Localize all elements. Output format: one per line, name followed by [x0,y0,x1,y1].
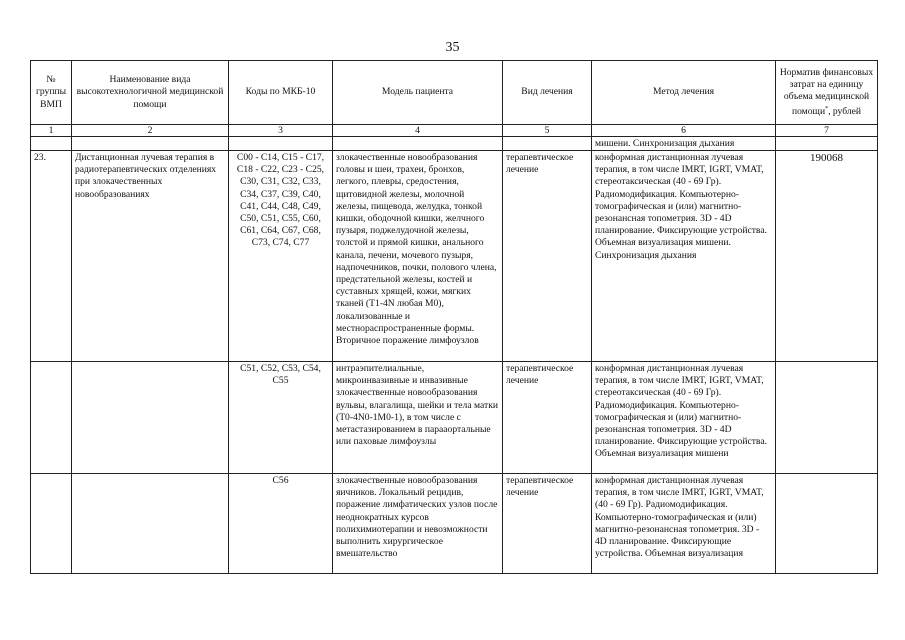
row-model: злокачественные новообразования головы и шеи, трахеи, бронхов, легкого, плевры, средостения, щитовидной железы, молочной железы, пищевода, желудка, тонкой кишки, ободочной кишки, желчного пузыря, поджелудочной железы, толстой и прямой кишки, анального канала, печени, мочевого пузыря, надпочечников, почки, полового члена, предстательной железы, костей и суставных хрящей, кожи, мягких тканей (T1-4N любая M0), локализованные и местнораспространенные формы. Вторичное поражение лимфоузлов [333,151,503,362]
row-method: конформная дистанционная лучевая терапия, в том числе IMRT, IGRT, VMAT, стереотаксическая (40 - 69 Гр). Радиомодификация. Компьютерно-томографическая и (или) магнитно-резонансная топометрия. 3D - 4D планирование. Фиксирующие устройства. Объемная визуализация мишени. Синхронизация дыхания [592,151,776,362]
row-method: конформная дистанционная лучевая терапия, в том числе IMRT, IGRT, VMAT, стереотаксическая (40 - 69 Гр). Радиомодификация. Компьютерно-томографическая и (или) магнитно-резонансная топометрия. 3D - 4D планирование. Фиксирующие устройства. Объемная визуализация мишени [592,362,776,474]
index-cell: 1 [31,125,72,137]
row-cost: 190068 [776,151,878,362]
row-cost [776,474,878,574]
header-cost [776,61,878,125]
row-name: Дистанционная лучевая терапия в радиотерапевтических отделениях при злокачественных новообразованиях [72,151,229,362]
row-type: терапевтическое лечение [503,362,592,474]
carry-over-row [31,137,878,151]
header-cost-footnote-mark: * [825,106,829,113]
carry-over-method: мишени. Синхронизация дыхания [592,137,776,151]
row-model: злокачественные новообразования яичников. Локальный рецидив, поражение лимфатических узлов после неоднократных курсов полихимиотерапии и невозможности выполнить хирургическое вмешательство [333,474,503,574]
header-codes: Коды по МКБ-10 [229,61,333,125]
header-row [31,61,878,125]
header-method: Метод лечения [592,61,776,125]
index-cell: 3 [229,125,333,137]
row-type: терапевтическое лечение [503,474,592,574]
header-type: Вид лечения [503,61,592,125]
row-name [72,474,229,574]
header-name: Наименование вида высокотехнологичной медицинской помощи [72,61,229,125]
index-cell: 6 [592,125,776,137]
index-cell: 2 [72,125,229,137]
row-group [31,474,72,574]
header-cost-text: Норматив финансовых затрат на единицу объема медицинской помощи [779,66,874,118]
index-cell: 4 [333,125,503,137]
table-row [31,474,878,574]
table-row [31,362,878,474]
row-codes: C56 [229,474,333,574]
row-type: терапевтическое лечение [503,151,592,362]
header-group: № группы ВМП [31,61,72,125]
index-row [31,125,878,137]
row-codes: C00 - C14, C15 - C17, C18 - C22, C23 - C25, C30, C31, C32, C33, C34, C37, C39, C40, C41, C44, C48, C49, C50, C51, C55, C60, C61, C64, C67, C68, C73, C74, C77 [229,151,333,362]
row-method: конформная дистанционная лучевая терапия, в том числе IMRT, IGRT, VMAT, (40 - 69 Гр). Радиомодификация. Компьютерно-томографическая и (или) магнитно-резонансная топометрия. 3D - 4D планирование. Фиксирующие устройства. Объемная визуализация [592,474,776,574]
header-cost-unit: , рублей [828,106,862,118]
row-codes: C51, C52, C53, C54, C55 [229,362,333,474]
row-group [31,362,72,474]
index-cell: 7 [776,125,878,137]
table-row [31,151,878,362]
index-cell: 5 [503,125,592,137]
row-cost [776,362,878,474]
header-model: Модель пациента [333,61,503,125]
row-name [72,362,229,474]
vmp-table [30,60,878,574]
page-number: 35 [445,40,460,55]
row-group: 23. [31,151,72,362]
row-model: интраэпителиальные, микроинвазивные и инвазивные злокачественные новообразования вульвы, влагалища, шейки и тела матки (T0-4N0-1M0-1), в том числе с метастазированием в парааортальные или паховые лимфоузлы [333,362,503,474]
